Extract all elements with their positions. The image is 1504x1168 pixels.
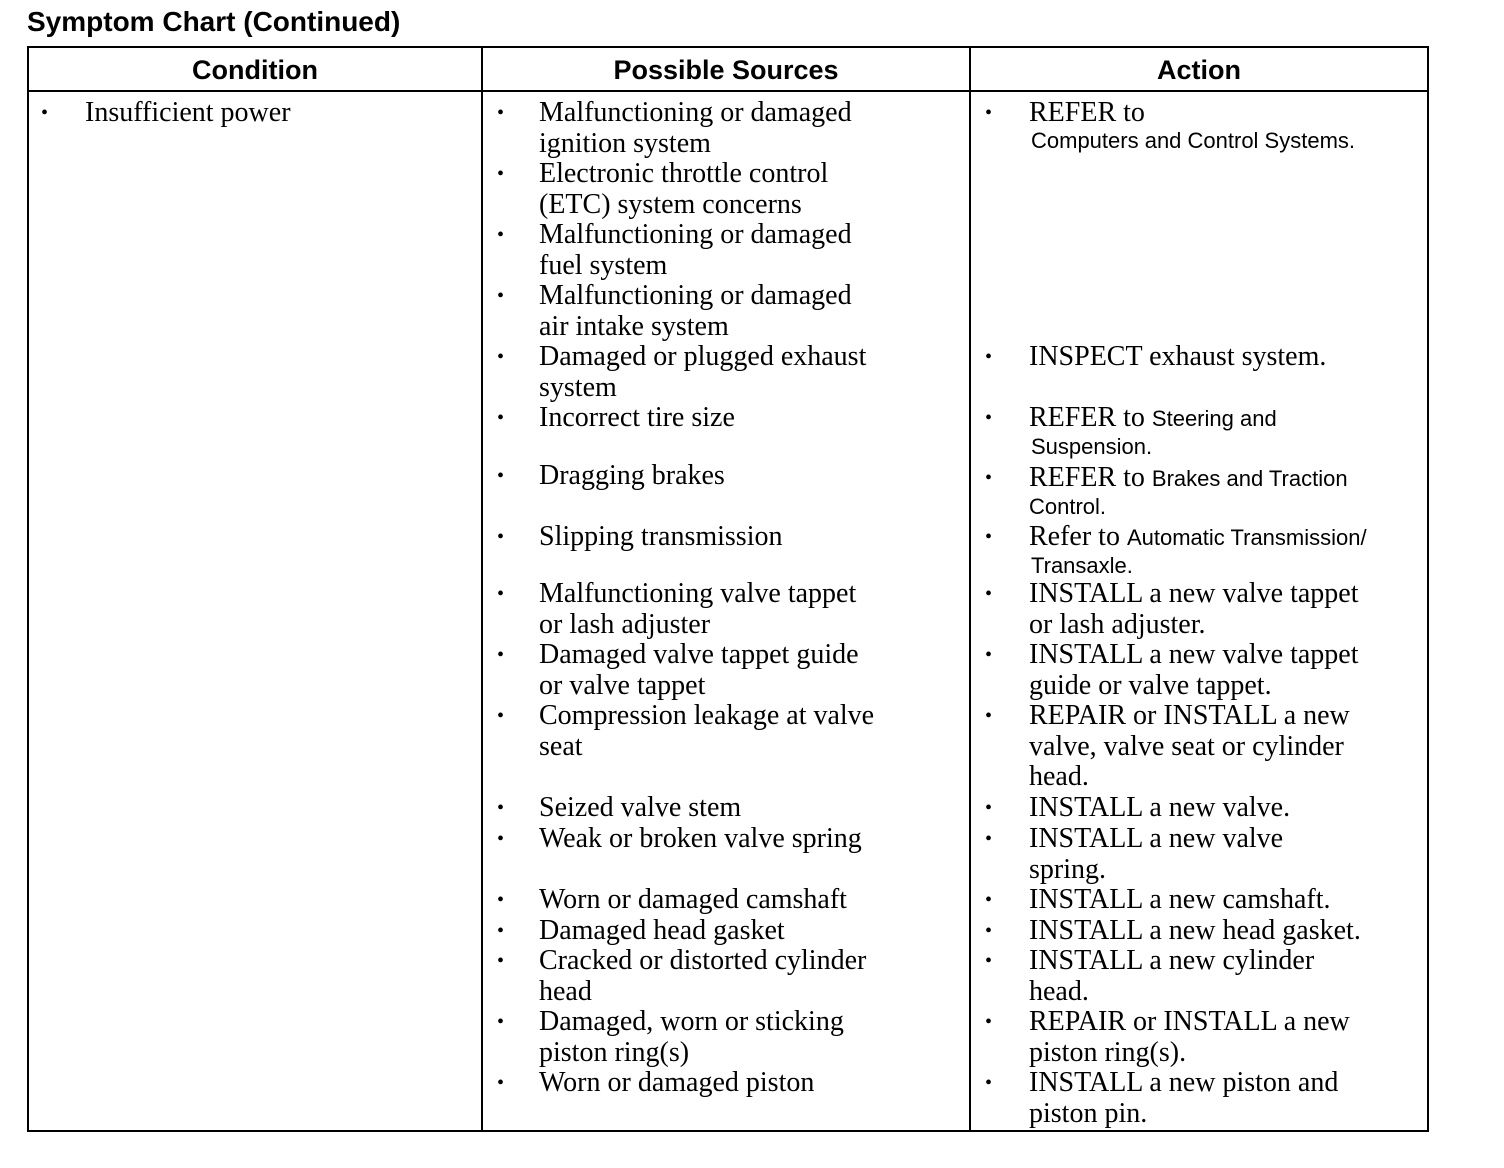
bullet: • [497, 407, 505, 429]
symptom-chart-table: Condition Possible Sources Action • Insufficient power • Malfunctioning or damaged ignition system • Electronic throttle control (ETC) system concerns • Malfunctioning or damaged fuel system • Malfunctioning or damaged air intake system • Damaged or plugged exhaust system • Incorrect tire size • Dragging brakes • Slipping transmission • Malfunctioning valve tappet or lash adjuster • Damaged valve tappet guide or valve tappet • Compression leakage at valve seat • Seized valve stem • Weak or broken valve spring • Worn or damaged camshaft • Damaged head gasket • Cracked or distorted cylinder head • Damaged, worn or sticking piston ring(s) • Worn or damaged piston • REFER to Computers and Control Systems. • INSPECT exhaust system. • REFER to Steering and Suspension. • REFER to Brakes and Traction Control. • Refer to Automatic Transmission/ Transaxle. • INSTALL a new valve tappet or lash adjuster. • INSTALL a new valve tappet guide or valve tappet. • REPAIR or INSTALL a new valve, valve seat or cylinder head. • INSTALL a new valve. • INSTALL a new valve spring. • INSTALL a new camshaft. • INSTALL a new head gasket. • INSTALL a new cylinder head. • REPAIR or INSTALL a new piston ring(s). • INSTALL a new piston and piston pin. [27, 46, 1429, 1132]
bullet: • [497, 920, 505, 942]
bullet: • [497, 1072, 505, 1094]
source-text: Weak or broken valve spring [539, 823, 862, 854]
source-text: fuel system [539, 249, 668, 281]
header-action: Action [1157, 55, 1241, 85]
source-text: Incorrect tire size [539, 402, 735, 433]
bullet: • [497, 828, 505, 850]
source-text: Damaged or plugged exhaust [539, 341, 867, 372]
bullet: • [497, 583, 505, 605]
source-text: Dragging brakes [539, 460, 725, 491]
source-text: Malfunctioning or damaged [539, 219, 852, 250]
source-text: air intake system [539, 310, 729, 342]
source-text: Damaged valve tappet guide [539, 639, 859, 670]
source-text: Damaged, worn or sticking [539, 1006, 844, 1037]
source-text: Malfunctioning or damaged [539, 280, 852, 311]
source-text: Compression leakage at valve [539, 700, 875, 731]
header-possible-sources: Possible Sources [613, 55, 839, 85]
source-text: Electronic throttle control [539, 158, 829, 189]
source-text: system [539, 371, 617, 403]
header-condition: Condition [192, 55, 318, 85]
bullet: • [497, 224, 505, 246]
source-text: Cracked or distorted cylinder [539, 945, 867, 976]
bullet: • [497, 1011, 505, 1033]
bullet: • [497, 644, 505, 666]
source-text: Worn or damaged piston [539, 1067, 815, 1098]
source-text: Damaged head gasket [539, 915, 785, 946]
source-text: Malfunctioning valve tappet [539, 578, 857, 609]
page-title: Symptom Chart (Continued) [27, 6, 401, 37]
source-text: Slipping transmission [539, 521, 783, 552]
condition-text: Insufficient power [85, 97, 291, 128]
header-divider [29, 90, 1427, 92]
bullet: • [497, 950, 505, 972]
bullet: • [497, 346, 505, 368]
source-text: head [539, 975, 592, 1007]
source-text: Seized valve stem [539, 792, 742, 823]
source-text: Worn or damaged camshaft [539, 884, 847, 915]
source-text: piston ring(s) [539, 1036, 690, 1068]
bullet: • [497, 102, 505, 124]
source-text: ignition system [539, 127, 711, 159]
bullet: • [497, 163, 505, 185]
column-divider [969, 48, 971, 1130]
bullet: • [497, 465, 505, 487]
bullet: • [497, 797, 505, 819]
source-text: (ETC) system concerns [539, 188, 802, 220]
source-text: or valve tappet [539, 669, 706, 701]
source-text: seat [539, 730, 583, 762]
column-divider [481, 48, 483, 1130]
bullet: • [497, 705, 505, 727]
bullet: • [41, 102, 49, 124]
bullet: • [497, 285, 505, 307]
source-text: Malfunctioning or damaged [539, 97, 852, 128]
source-text: or lash adjuster [539, 608, 711, 640]
bullet: • [497, 889, 505, 911]
bullet: • [497, 526, 505, 548]
